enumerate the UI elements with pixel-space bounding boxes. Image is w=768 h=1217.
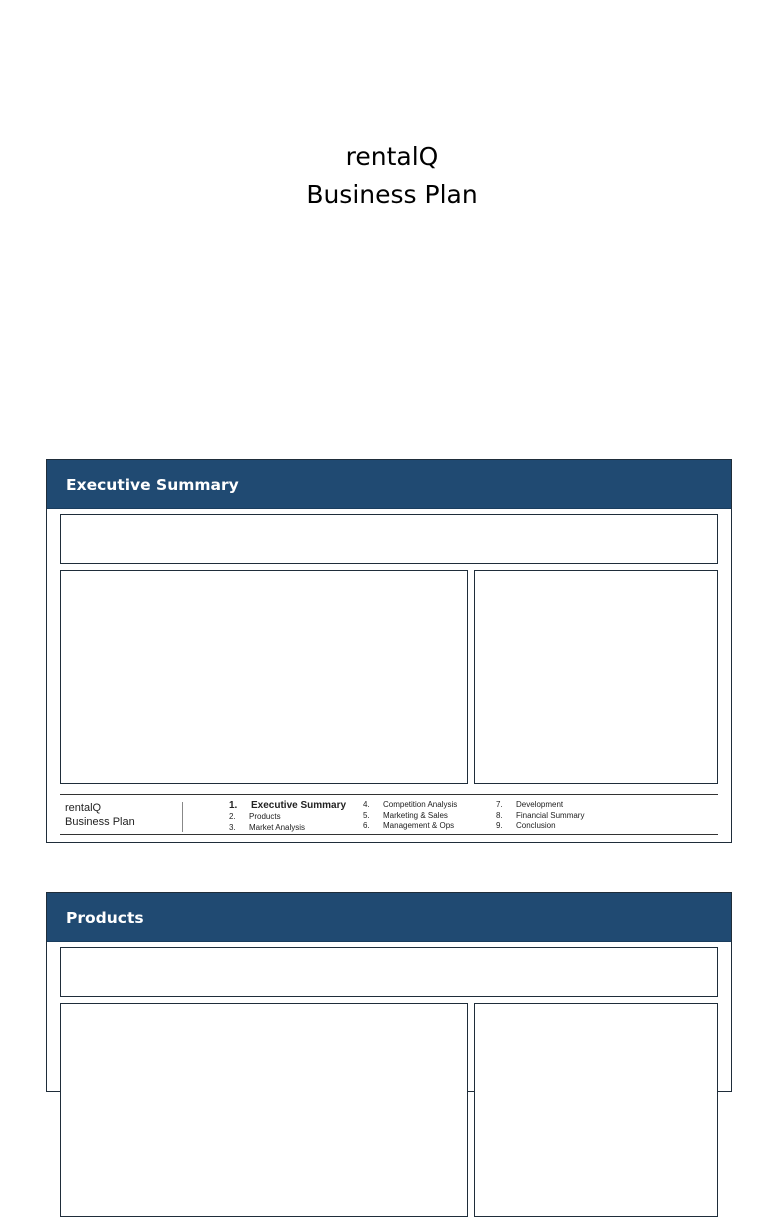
toc-item-market-analysis[interactable]: [229, 823, 346, 834]
toc-number: 1.: [229, 800, 238, 811]
content-box-top: [60, 514, 718, 564]
toc-label: Products: [249, 812, 281, 821]
toc-label: Market Analysis: [249, 822, 306, 832]
footer-toc-column-2: [363, 800, 457, 832]
toc-label: Executive Summary: [251, 800, 347, 811]
toc-label: Competition Analysis: [383, 800, 458, 809]
footer-brand-subtitle: Business Plan: [65, 816, 135, 828]
content-box-side: [474, 570, 718, 784]
slide-products: [46, 892, 732, 1092]
toc-item-products[interactable]: [229, 812, 346, 823]
toc-label: Development: [516, 800, 564, 809]
footer-rule-bottom: [60, 834, 718, 835]
toc-number: 6.: [363, 821, 370, 830]
toc-number: 9.: [496, 821, 503, 830]
toc-item-development[interactable]: [496, 800, 584, 811]
toc-label: Conclusion: [516, 821, 556, 830]
footer-divider: [182, 802, 183, 832]
toc-label: Marketing & Sales: [383, 810, 448, 820]
slide-header-title: Executive Summary: [66, 476, 239, 494]
content-box-side: [474, 1003, 718, 1217]
toc-item-competition-analysis[interactable]: [363, 800, 457, 811]
slide-header: [47, 460, 731, 509]
toc-item-conclusion[interactable]: [496, 821, 584, 832]
toc-number: 5.: [363, 810, 370, 820]
toc-number: 7.: [496, 800, 503, 809]
document-title: [0, 138, 768, 214]
slide-header: [47, 893, 731, 942]
footer-rule-top: [60, 794, 718, 795]
toc-item-financial-summary[interactable]: [496, 811, 584, 822]
slide-header-title: Products: [66, 909, 144, 927]
toc-number: 3.: [229, 822, 236, 832]
footer-toc-column-3: [496, 800, 584, 832]
toc-item-marketing-sales[interactable]: [363, 811, 457, 822]
toc-number: 4.: [363, 800, 370, 809]
footer-brand: [65, 801, 135, 829]
toc-label: Financial Summary: [516, 810, 585, 820]
toc-item-executive-summary[interactable]: [229, 800, 346, 812]
slide-executive-summary: [46, 459, 732, 843]
content-box-main: [60, 570, 468, 784]
toc-label: Management & Ops: [383, 821, 455, 830]
toc-number: 2.: [229, 812, 236, 821]
footer-toc-column-1: [229, 800, 346, 833]
footer-brand-company: rentalQ: [65, 802, 102, 814]
title-subtitle: Business Plan: [306, 180, 478, 209]
content-box-main: [60, 1003, 468, 1217]
toc-number: 8.: [496, 810, 503, 820]
toc-item-management-ops[interactable]: [363, 821, 457, 832]
title-company: rentalQ: [345, 142, 439, 171]
content-box-top: [60, 947, 718, 997]
